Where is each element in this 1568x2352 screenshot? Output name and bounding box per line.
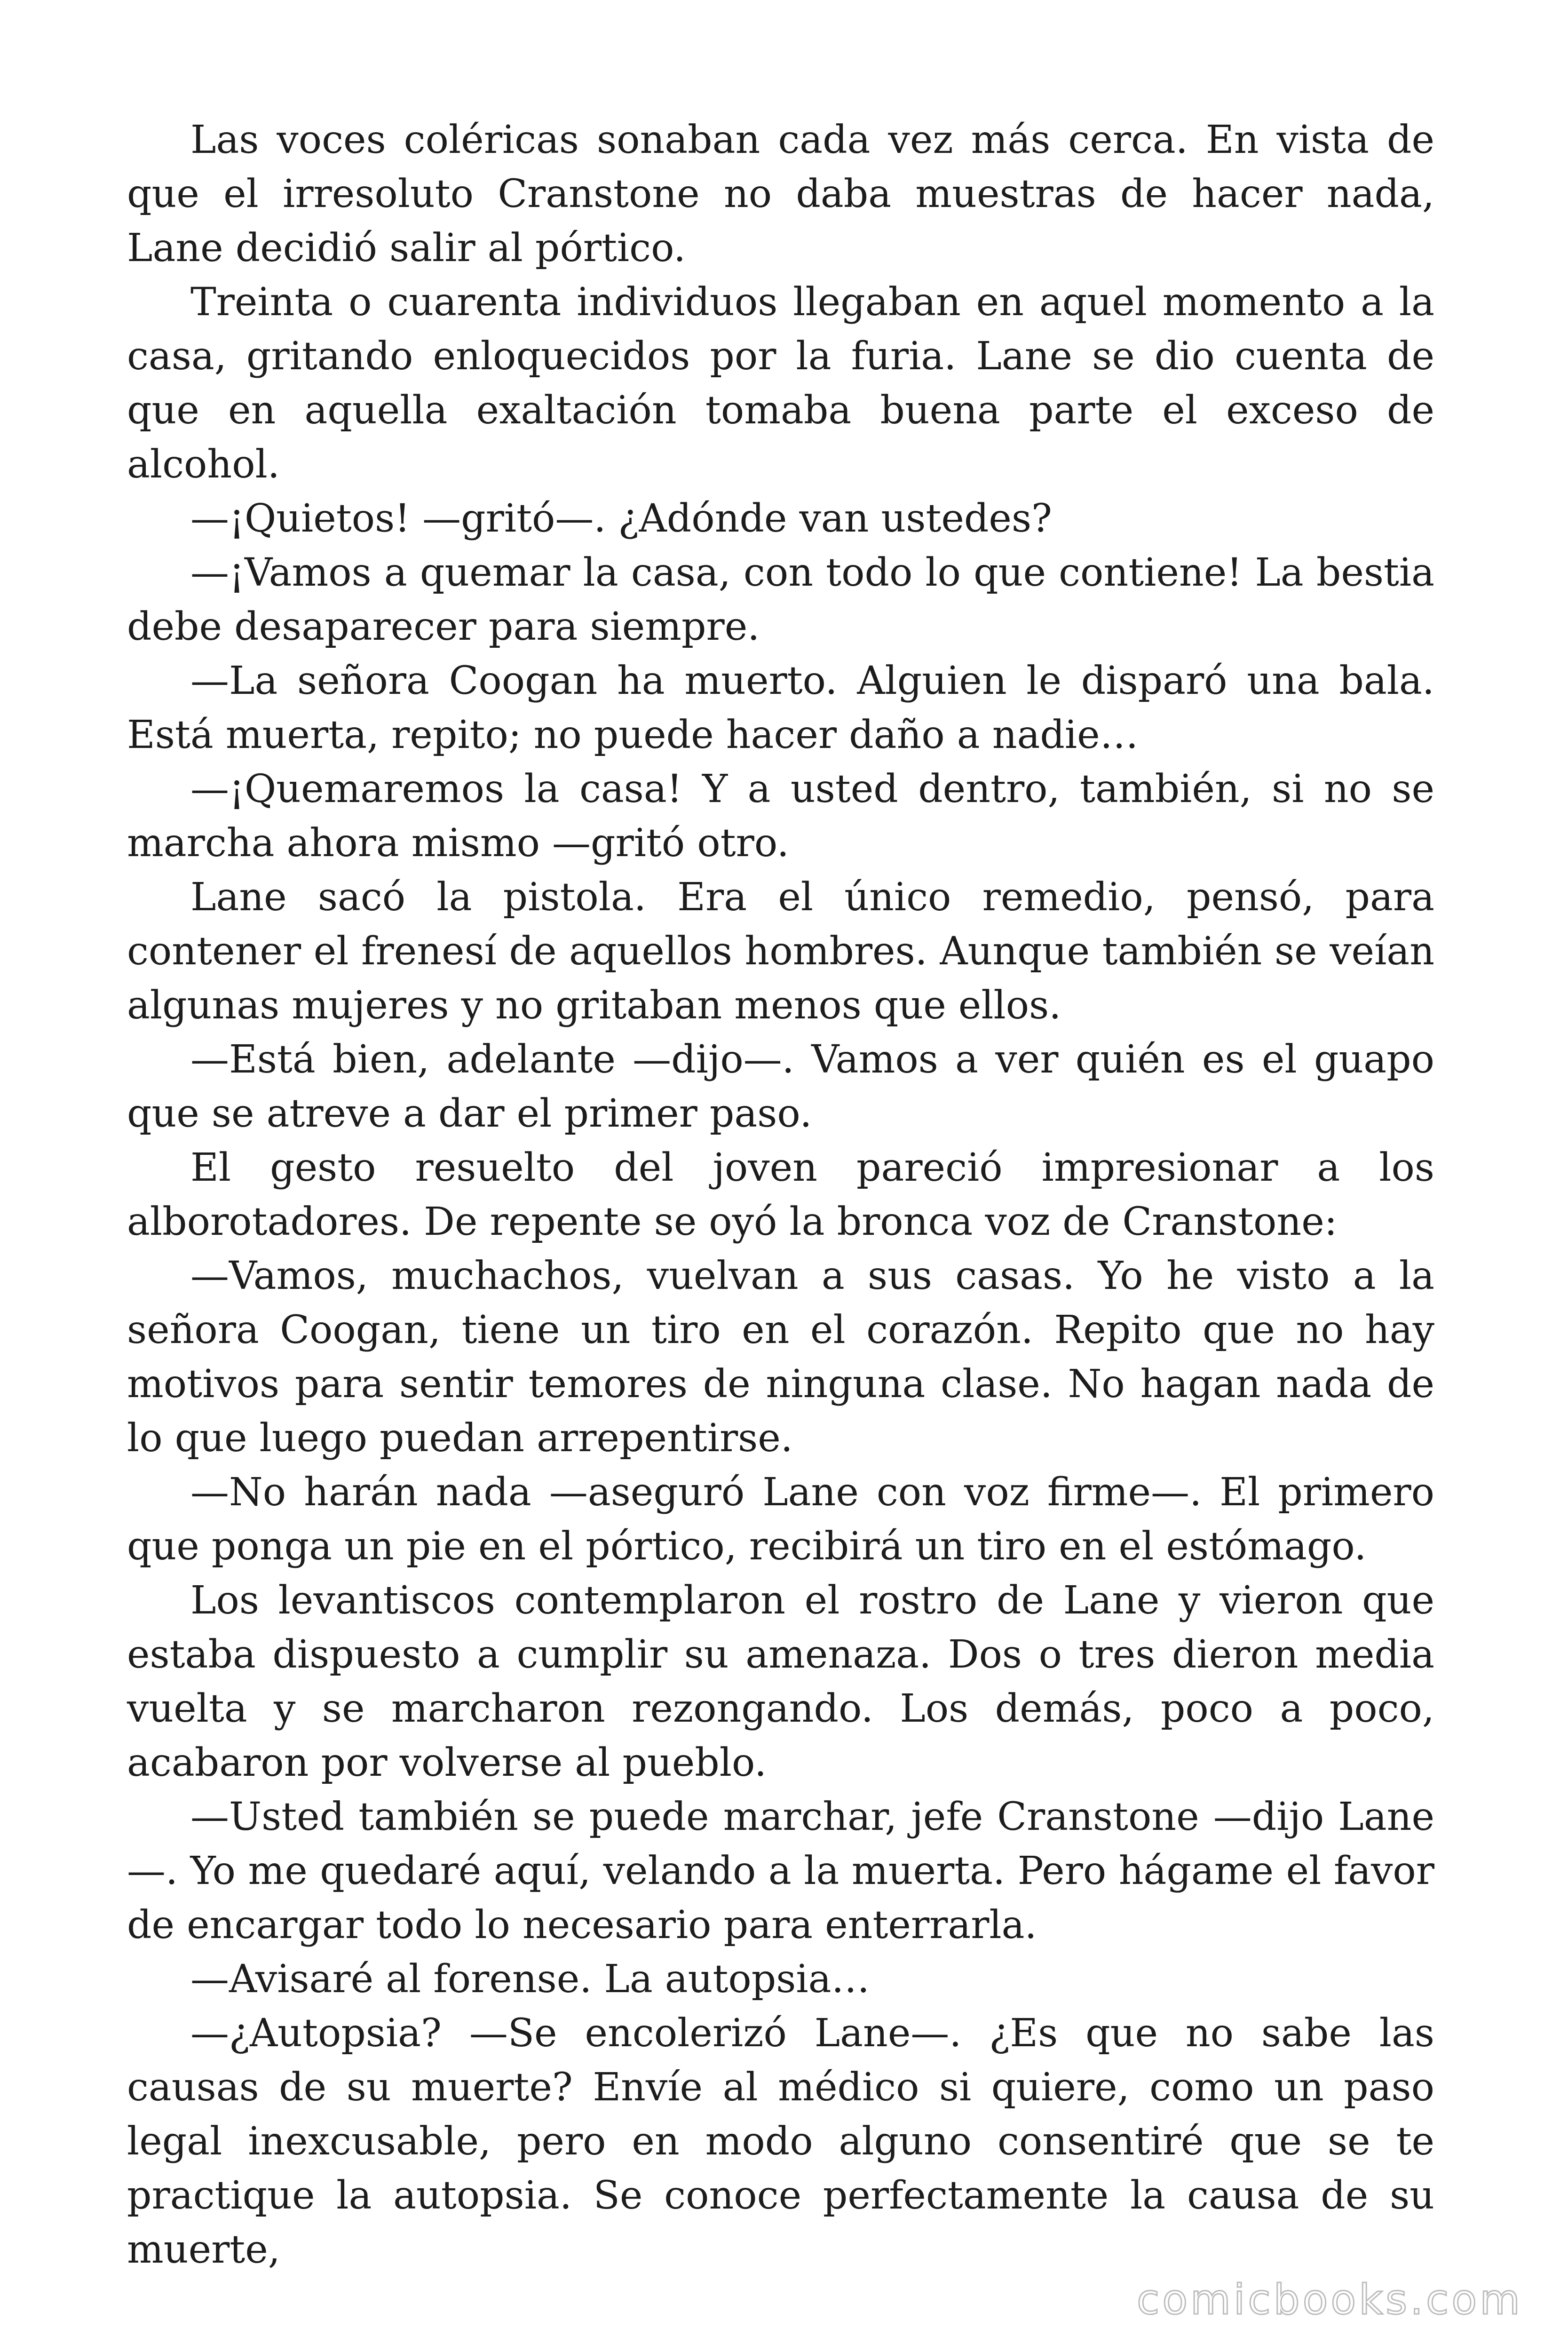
paragraph: Lane sacó la pistola. Era el único remedio, pensó, para contener el frenesí de aquellos hombres. Aunque también se veían algunas mujeres y no gritaban menos que ellos. (127, 875, 1434, 1028)
paragraph: —Está bien, adelante —dijo—. Vamos a ver quién es el guapo que se atreve a dar el primer paso. (127, 1037, 1434, 1136)
paragraph: Treinta o cuarenta individuos llegaban en aquel momento a la casa, gritando enloquecidos por la furia. Lane se dio cuenta de que en aquella exaltación tomaba buena parte el exceso de alcohol. (127, 280, 1434, 487)
paragraph: —Usted también se puede marchar, jefe Cranstone —dijo Lane —. Yo me quedaré aquí, velando a la muerta. Pero hágame el favor de encargar todo lo necesario para enterrarla. (127, 1795, 1434, 1947)
page-text-body (127, 113, 1434, 2277)
paragraph: —No harán nada —aseguró Lane con voz firme—. El primero que ponga un pie en el pórtico, recibirá un tiro en el estómago. (127, 1470, 1434, 1569)
paragraph: —Vamos, muchachos, vuelvan a sus casas. Yo he visto a la señora Coogan, tiene un tiro en el corazón. Repito que no hay motivos para sentir temores de ninguna clase. No hagan nada de lo que luego puedan arrepentirse. (127, 1254, 1434, 1461)
paragraph: —¿Autopsia? —Se encolerizó Lane—. ¿Es que no sabe las causas de su muerte? Envíe al médico si quiere, como un paso legal inexcusable, pero en modo alguno consentiré que se te practique la autopsia. Se conoce perfectamente la causa de su muerte, (127, 2011, 1434, 2272)
paragraph: —¡Quemaremos la casa! Y a usted dentro, también, si no se marcha ahora mismo —gritó otro. (127, 767, 1434, 866)
site-watermark: comicbooks.com (1136, 2275, 1523, 2324)
paragraph: Las voces coléricas sonaban cada vez más cerca. En vista de que el irresoluto Cranstone no daba muestras de hacer nada, Lane decidió salir al pórtico. (127, 118, 1434, 270)
paragraph: —¡Quietos! —gritó—. ¿Adónde van ustedes? (190, 496, 1052, 541)
paragraph: —¡Vamos a quemar la casa, con todo lo que contiene! La bestia debe desaparecer para siempre. (127, 550, 1434, 649)
paragraph: —La señora Coogan ha muerto. Alguien le disparó una bala. Está muerta, repito; no puede hacer daño a nadie… (127, 659, 1434, 757)
paragraph: El gesto resuelto del joven pareció impresionar a los alborotadores. De repente se oyó la bronca voz de Cranstone: (127, 1145, 1434, 1244)
paragraph: —Avisaré al forense. La autopsia… (190, 1957, 870, 2002)
paragraph: Los levantiscos contemplaron el rostro de Lane y vieron que estaba dispuesto a cumplir su amenaza. Dos o tres dieron media vuelta y se marcharon rezongando. Los demás, poco a poco, acabaron por volverse al pueblo. (127, 1578, 1434, 1785)
